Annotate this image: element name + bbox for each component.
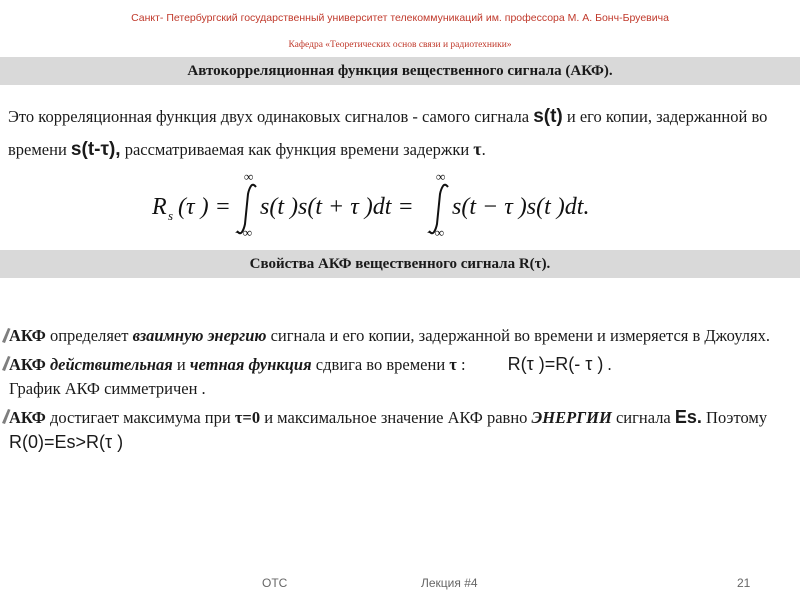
formula-lhs-arg: (τ ) = — [178, 194, 231, 220]
section-title: Свойства АКФ вещественного сигнала R(τ). — [0, 250, 800, 278]
department-header: Кафедра «Теоретических основ связи и радиотехники» — [288, 40, 512, 50]
bullet-icon — [2, 326, 11, 344]
signal-symbol: s(t) — [533, 106, 563, 127]
bullet-icon — [2, 354, 11, 372]
slide-title: Автокорреляционная функция вещественного сигнала (АКФ). — [0, 57, 800, 85]
tau-symbol: τ — [473, 139, 482, 159]
university-header: Санкт- Петербургский государственный университет телекоммуникаций им. профессора М. А. Бонч-Бруевича — [131, 12, 669, 24]
footer-course: ОТС — [262, 576, 288, 590]
intro-paragraph — [8, 100, 798, 166]
integral-1-upper-limit: ∞ — [244, 170, 254, 184]
integral-2-upper-limit: ∞ — [436, 170, 446, 184]
formula-integrand-2: s(t − τ )s(t )dt. — [452, 194, 590, 220]
properties-list — [8, 324, 798, 459]
integral-2-lower-limit: −∞ — [426, 225, 445, 240]
page-number: 21 — [737, 576, 751, 590]
intro-text: Это корреляционная функция двух одинаковых сигналов - самого сигнала — [8, 107, 534, 126]
symmetry-formula: R(τ )=R(- τ ) — [507, 353, 604, 374]
list-item: АКФ определяет взаимную энергию сигнала и его копии, задержанной во времени и измеряется в Джоулях. — [8, 324, 798, 349]
formula-lhs: R — [152, 194, 167, 220]
bullet-icon — [2, 407, 11, 425]
intro-text: рассматриваемая как функция времени задержки — [120, 140, 474, 159]
acf-formula — [0, 170, 800, 240]
max-formula: R(0)=Es>R(τ ) — [9, 432, 124, 452]
integral-1-lower-limit: −∞ — [234, 225, 253, 240]
formula-lhs-subscript: s — [168, 208, 174, 223]
footer-lecture: Лекция #4 — [421, 576, 478, 590]
copy-symbol: s(t-τ), — [70, 139, 121, 160]
list-item: АКФ достигает максимума при τ=0 и максимальное значение АКФ равно ЭНЕРГИИ сигнала Es. Поэтому R(0)=Es>R(τ ) — [8, 405, 798, 456]
formula-integrand-1: s(t )s(t + τ )dt = — [260, 194, 414, 220]
intro-text: и его копии, задержанной во времени — [8, 107, 768, 159]
list-item: АКФ действительная и четная функция сдвига во времени τ : R(τ )=R(- τ ) . График АКФ симметричен . — [8, 352, 798, 402]
intro-text: . — [481, 140, 486, 159]
